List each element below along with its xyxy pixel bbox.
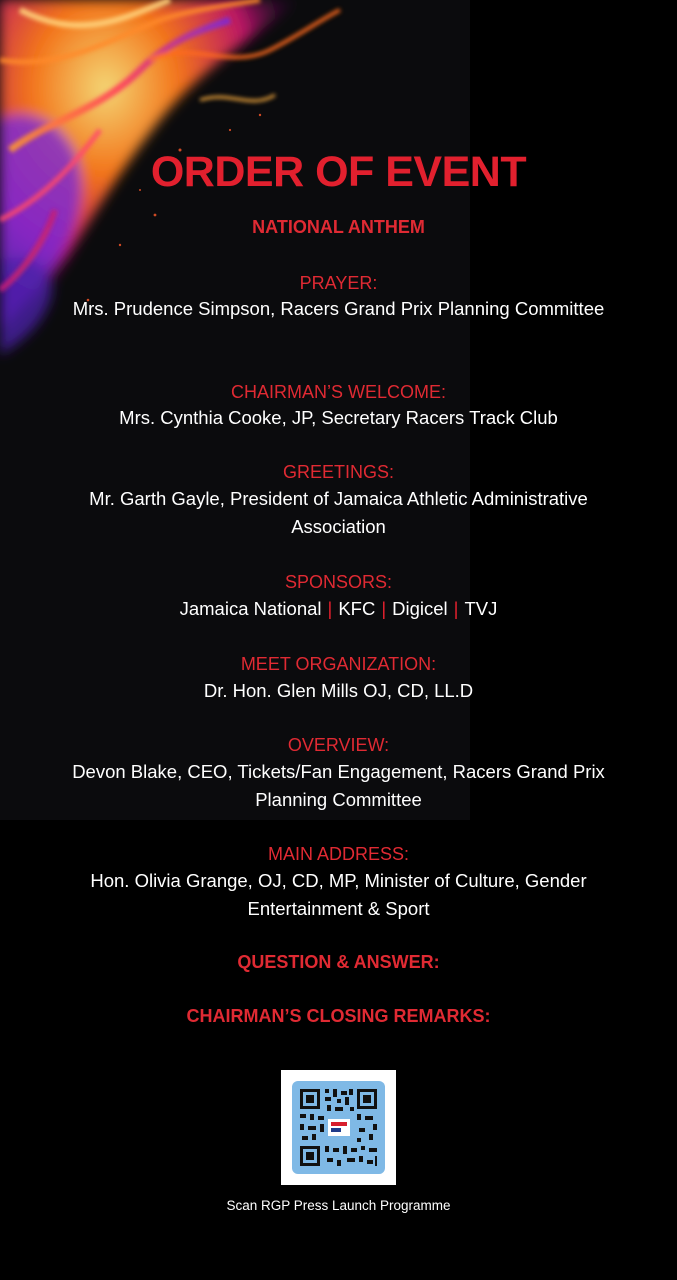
sponsor-separator: | (453, 598, 459, 619)
section-body-greetings: Mr. Garth Gayle, President of Jamaica Athletic Administrative Association (89, 488, 588, 537)
qr-code-icon (292, 1081, 385, 1174)
sponsor-separator: | (381, 598, 387, 619)
section-body-main-address: Hon. Olivia Grange, OJ, CD, MP, Minister of Culture, Gender Entertainment & Sport (90, 870, 587, 919)
section-heading-national-anthem: NATIONAL ANTHEM (252, 217, 425, 237)
section-heading-chairmans-welcome: CHAIRMAN’S WELCOME: (230, 382, 446, 402)
section-heading-greetings: GREETINGS: (282, 462, 394, 482)
qr-code-panel (292, 1081, 385, 1174)
sponsor-list (40, 595, 637, 623)
qr-caption: Scan RGP Press Launch Programme (226, 1198, 451, 1213)
section-heading-meet-organization: MEET ORGANIZATION: (240, 654, 437, 674)
section-heading-overview: OVERVIEW: (287, 735, 390, 755)
section-body-prayer: Mrs. Prudence Simpson, Racers Grand Prix Planning Committee (72, 298, 605, 319)
sponsor-tvj: TVJ (464, 598, 498, 619)
section-body-meet-organization: Dr. Hon. Glen Mills OJ, CD, LL.D (203, 680, 474, 701)
sponsor-digicel: Digicel (392, 598, 448, 619)
sponsor-kfc: KFC (338, 598, 376, 619)
section-body-chairmans-welcome: Mrs. Cynthia Cooke, JP, Secretary Racers Track Club (119, 407, 558, 428)
section-heading-question-answer: QUESTION & ANSWER: (237, 952, 440, 972)
qr-code[interactable] (281, 1070, 396, 1185)
sponsor-jamaica-national: Jamaica National (179, 598, 322, 619)
section-heading-prayer: PRAYER: (299, 273, 378, 293)
section-heading-closing-remarks: CHAIRMAN’S CLOSING REMARKS: (186, 1006, 491, 1026)
page-title: ORDER OF EVENT (150, 148, 527, 196)
section-heading-main-address: MAIN ADDRESS: (267, 844, 410, 864)
section-heading-sponsors: SPONSORS: (284, 572, 393, 592)
sponsor-separator: | (327, 598, 333, 619)
section-body-overview: Devon Blake, CEO, Tickets/Fan Engagement, Racers Grand Prix Planning Committee (72, 761, 605, 810)
